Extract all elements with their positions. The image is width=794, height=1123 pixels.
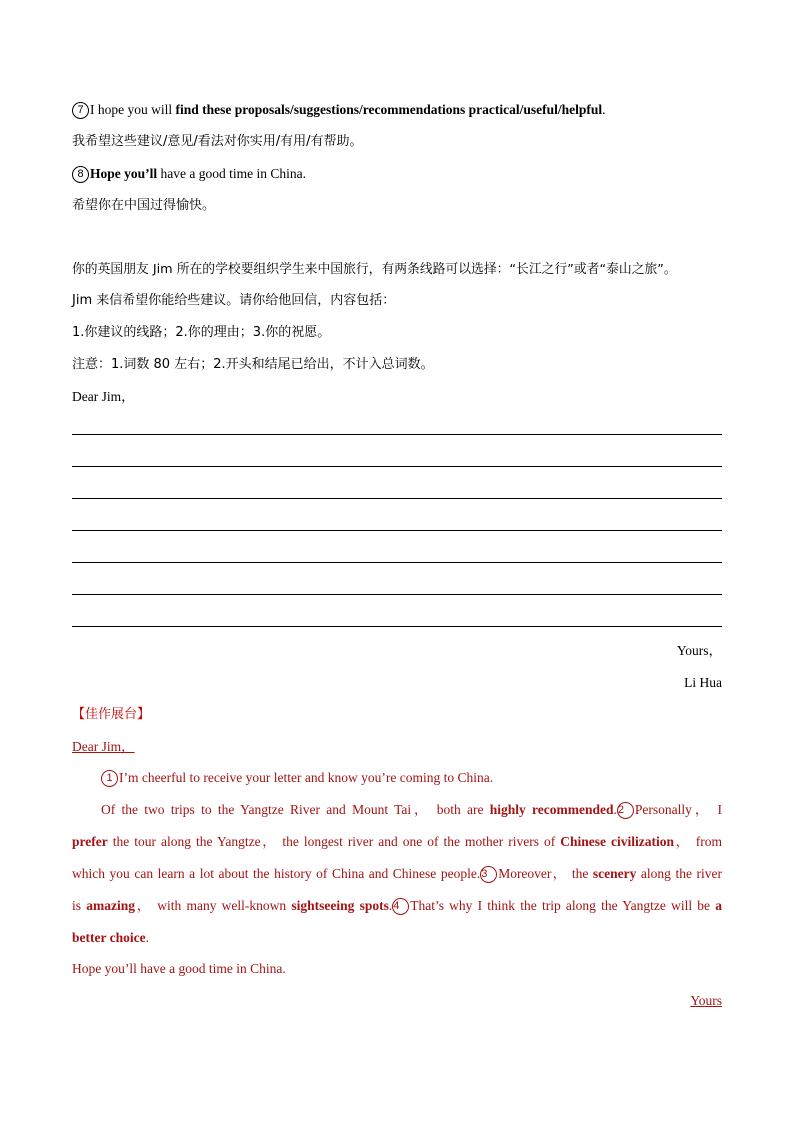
model-closing-line: Hope you’ll have a good time in China. (72, 961, 286, 976)
letter-closing: Yours， (676, 643, 722, 658)
sentence-bold: find these proposals/suggestions/recommendations practical/useful/helpful (175, 102, 603, 117)
writing-line (72, 530, 722, 531)
model-highlight: highly recommended (489, 802, 614, 817)
sentence-text: . (602, 102, 606, 117)
task-line-2: Jim 来信希望你能给些建议。请你给他回信，内容包括： (72, 293, 396, 308)
circled-number: 7 (72, 102, 89, 119)
model-paragraph-line (72, 896, 722, 916)
circled-number: 2 (617, 802, 634, 819)
writing-line (72, 562, 722, 563)
model-salutation-text: Dear Jim， (72, 739, 135, 754)
writing-line (72, 466, 722, 467)
model-paragraph-line (72, 800, 722, 820)
writing-line (72, 498, 722, 499)
letter-signature: Li Hua (684, 675, 722, 690)
sentence-text: I hope you will (90, 102, 176, 117)
sentence-7-translation: 我希望这些建议/意见/看法对你实用/有用/有帮助。 (72, 134, 363, 149)
writing-line (72, 434, 722, 435)
model-text: . (613, 802, 617, 817)
model-text: ， with many well-known (134, 898, 292, 913)
model-text: Of the two trips to the Yangtze River and Mount Tai， both are (101, 802, 490, 817)
sentence-bold: Hope you’ll (90, 166, 158, 181)
model-paragraph-line (72, 832, 722, 852)
task-note: 注意：1.词数 80 左右；2.开头和结尾已给出，不计入总词数。 (72, 357, 434, 372)
model-text: the tour along the Yangtze， the longest river and one of the mother rivers of (107, 834, 561, 849)
model-heading: 【佳作展台】 (72, 707, 151, 722)
circled-number: 4 (392, 898, 409, 915)
sentence-8 (72, 164, 722, 184)
model-text: along the river (636, 866, 722, 881)
model-text: ， from (674, 834, 722, 849)
model-text: Moreover， the (498, 866, 593, 881)
model-text: . (388, 898, 393, 913)
model-highlight: better choice (72, 930, 146, 945)
model-text: which you can learn a lot about the history of China and Chinese people. (72, 866, 481, 881)
sentence-8-translation: 希望你在中国过得愉快。 (72, 198, 216, 213)
model-paragraph-line (72, 768, 722, 788)
model-highlight: Chinese civilization (560, 834, 674, 849)
circled-number: 1 (101, 770, 118, 787)
writing-line (72, 626, 722, 627)
circled-number: 3 (480, 866, 497, 883)
model-closing-text: Yours (690, 993, 722, 1008)
model-text: I’m cheerful to receive your letter and know you’re coming to China. (119, 770, 494, 785)
model-salutation (72, 737, 722, 757)
model-text: is (72, 898, 87, 913)
model-text: That’s why I think the trip along the Yangtze will be (410, 898, 716, 913)
model-highlight: sightseeing spots (291, 898, 389, 913)
sentence-7 (72, 100, 722, 120)
model-highlight: a (715, 898, 722, 913)
letter-salutation: Dear Jim， (72, 389, 135, 404)
model-highlight: prefer (72, 834, 108, 849)
sentence-text: have a good time in China. (157, 166, 306, 181)
model-closing (72, 991, 722, 1011)
model-paragraph-line (72, 864, 722, 884)
model-paragraph-line (72, 928, 722, 948)
circled-number: 8 (72, 166, 89, 183)
model-highlight: scenery (592, 866, 637, 881)
writing-line (72, 594, 722, 595)
task-line-1: 你的英国朋友 Jim 所在的学校要组织学生来中国旅行，有两条线路可以选择：“长江之行”或者“泰山之旅”。 (72, 262, 677, 277)
model-text: . (145, 930, 149, 945)
model-highlight: amazing (86, 898, 135, 913)
model-text: Personally， I (634, 802, 722, 817)
task-line-3: 1.你建议的线路；2.你的理由；3.你的祝愿。 (72, 325, 331, 340)
